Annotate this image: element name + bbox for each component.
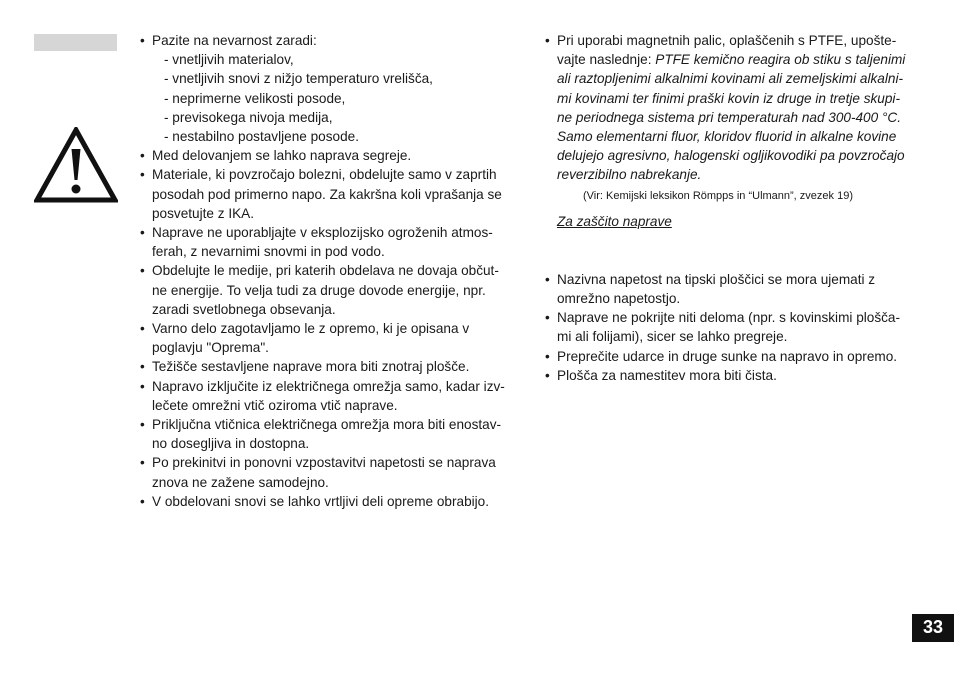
item-line: Varno delo zagotavljamo le z opremo, ki je opisana v [152, 321, 470, 337]
right-column [545, 31, 927, 385]
list-item: • Nazivna napetost na tipski ploščici se mora ujemati z omrežno napetostjo. [545, 270, 927, 308]
item-line-italic: ne periodnega sistema pri temperaturah nad 300-400 °C. [557, 109, 901, 125]
item-line-italic: reverzibilno nabrekanje. [557, 167, 702, 183]
list-item: • Materiale, ki povzročajo bolezni, obdelujte samo v zaprtih posodah pod primerno napo. Za kakršna koli vprašanja se posvetujte z IKA. [140, 165, 520, 223]
sublist-item: - neprimerne velikosti posode, [164, 90, 346, 106]
item-line: posodah pod primerno napo. Za kakršna koli vprašanja se [152, 186, 502, 202]
item-line: Naprave ne pokrijte niti deloma (npr. s kovinskimi plošča- [557, 310, 901, 326]
item-line: Obdelujte le medije, pri katerih obdelava ne dovaja občut- [152, 263, 499, 279]
item-line: mi ali folijami), sicer se lahko pregreje. [557, 329, 788, 345]
item-line: Nazivna napetost na tipski ploščici se mora ujemati z [557, 271, 876, 287]
list-item: • Pazite na nevarnost zaradi: [140, 31, 520, 50]
sublist-item: - nestabilno postavljene posode. [164, 129, 359, 145]
sublist-item: - vnetljivih materialov, [164, 52, 294, 68]
item-line: Po prekinitvi in ponovni vzpostavitvi napetosti se naprava [152, 455, 496, 471]
item-line: zaradi svetlobnega obsevanja. [152, 301, 336, 317]
item-line: Materiale, ki povzročajo bolezni, obdelujte samo v zaprtih [152, 167, 497, 183]
item-line: posvetujte z IKA. [152, 205, 255, 221]
list-item: • Priključna vtičnica električnega omrežja mora biti enostav- no dosegljiva in dostopna. [140, 415, 520, 453]
item-line: omrežno napetostjo. [557, 291, 681, 307]
sublist-item: - vnetljivih snovi z nižjo temperaturo vrelišča, [164, 71, 433, 87]
list-item: • Naprave ne pokrijte niti deloma (npr. s kovinskimi plošča- mi ali folijami), sicer se lahko pregreje. [545, 308, 927, 346]
item-line: Napravo izključite iz električnega omrežja samo, kadar izv- [152, 378, 505, 394]
list-item: • Napravo izključite iz električnega omrežja samo, kadar izv- lečete omrežni vtič oziroma vtič naprave. [140, 377, 520, 415]
section-heading: Za zaščito naprave [557, 213, 672, 229]
item-line: poglavju "Oprema". [152, 340, 269, 356]
item-line-plain: vajte naslednje: [557, 52, 656, 68]
section-spacer [545, 231, 927, 270]
item-line-italic: PTFE kemično reagira ob stiku s taljenimi [655, 52, 906, 68]
hazard-sublist [140, 50, 520, 146]
item-line: V obdelovani snovi se lahko vrtljivi deli opreme obrabijo. [152, 493, 490, 509]
item-line-mixed [557, 50, 927, 69]
item-line: Težišče sestavljene naprave mora biti znotraj plošče. [152, 359, 470, 375]
list-item: • Varno delo zagotavljamo le z opremo, ki je opisana v poglavju "Oprema". [140, 319, 520, 357]
list-item: • Po prekinitvi in ponovni vzpostavitvi napetosti se naprava znova ne zažene samodejno. [140, 453, 520, 491]
item-line: lečete omrežni vtič oziroma vtič naprave. [152, 397, 398, 413]
section-tab-marker [34, 34, 117, 51]
item-line: Priključna vtičnica električnega omrežja mora biti enostav- [152, 417, 502, 433]
item-line: znova ne zažene samodejno. [152, 474, 329, 490]
list-item: • Naprave ne uporabljajte v eksplozijsko ogroženih atmos- ferah, z nevarnimi snovmi in pod vodo. [140, 223, 520, 261]
item-line-italic: delujejo agresivno, halogenski ogljikovodiki pa povzročajo [557, 148, 905, 164]
item-line-italic: Samo elementarni fluor, kloridov fluorid in alkalne kovine [557, 129, 897, 145]
list-item: • Med delovanjem se lahko naprava segreje. [140, 146, 520, 165]
list-item: • Preprečite udarce in druge sunke na napravo in opremo. [545, 347, 927, 366]
page-number: 33 [912, 614, 954, 642]
list-item: • Plošča za namestitev mora biti čista. [545, 366, 927, 385]
item-line-italic: ali raztopljenimi alkalnimi kovinami ali zemeljskimi alkalni- [557, 71, 903, 87]
list-item: • Težišče sestavljene naprave mora biti znotraj plošče. [140, 357, 520, 376]
sublist-item: - previsokega nivoja medija, [164, 109, 333, 125]
source-citation: (Vir: Kemijski leksikon Römpps in “Ulmann”, zvezek 19) [583, 189, 853, 202]
list-item: • Obdelujte le medije, pri katerih obdelava ne dovaja občut- ne energije. To velja tudi za druge dovode energije, npr. zaradi svetlobnega obsevanja. [140, 261, 520, 319]
ptfe-note: • Pri uporabi magnetnih palic, oplaščenih s PTFE, upošte- vajte naslednje: PTFE kemično reagira ob stiku s taljenimi ali raztopljenimi alkalnimi kovinami ali zemeljskimi alkalni- mi kovinami ter finimi praški kovin iz druge in tretje skupi- ne periodnega sistema pri temperaturah nad 300-400 °C. Samo elementarni fluor, kloridov fluorid in alkalne kovine delujejo agresivno, halogenski ogljikovodiki pa povzročajo reverzibilno nabrekanje. [545, 31, 927, 185]
item-line: Med delovanjem se lahko naprava segreje. [152, 148, 412, 164]
item-line: ferah, z nevarnimi snovmi in pod vodo. [152, 244, 385, 260]
item-line: Preprečite udarce in druge sunke na napravo in opremo. [557, 348, 898, 364]
item-line-italic: mi kovinami ter finimi praški kovin iz druge in tretje skupi- [557, 90, 900, 106]
item-line: ne energije. To velja tudi za druge dovode energije, npr. [152, 282, 486, 298]
left-column [140, 31, 520, 511]
item-line: Pri uporabi magnetnih palic, oplaščenih s PTFE, upošte- [557, 33, 897, 48]
list-item: • V obdelovani snovi se lahko vrtljivi deli opreme obrabijo. [140, 492, 520, 511]
warning-triangle-icon [34, 127, 118, 203]
item-line: Plošča za namestitev mora biti čista. [557, 367, 777, 383]
item-line: Naprave ne uporabljajte v eksplozijsko ogroženih atmos- [152, 225, 493, 241]
item-line: Pazite na nevarnost zaradi: [152, 33, 317, 48]
item-line: no dosegljiva in dostopna. [152, 436, 310, 452]
